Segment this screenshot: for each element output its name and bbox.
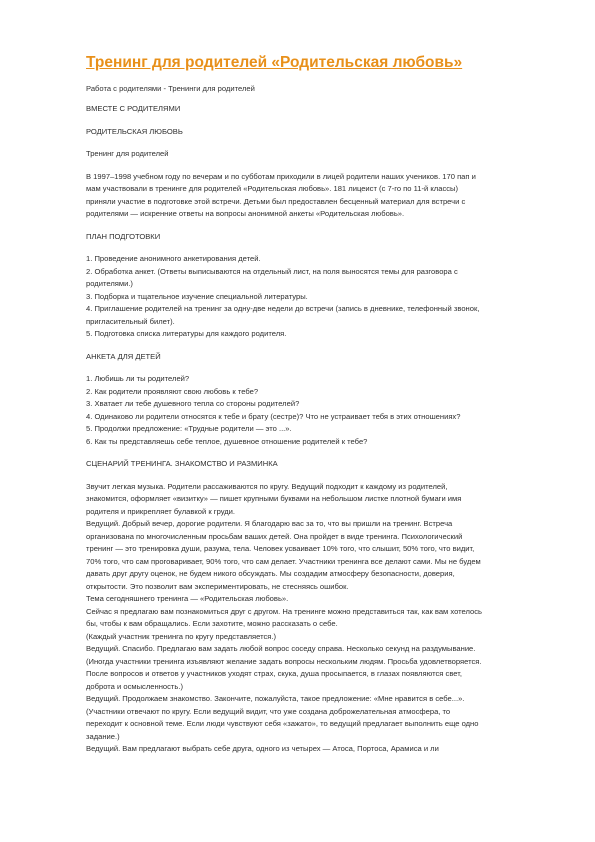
- scenario-line: 70% того, что сам проговаривает, 90% того, что сам делает. Участники тренинга все делают сами. Мы не будем: [86, 556, 481, 566]
- scenario-text: [86, 481, 526, 756]
- heading-together: ВМЕСТЕ С РОДИТЕЛЯМИ: [86, 104, 181, 113]
- plan-item: 3. Подборка и тщательное изучение специальной литературы.: [86, 291, 308, 301]
- scenario-line: После вопросов и ответов у участников уходят страх, скука, душа просыпается, в глазах появляются свет,: [86, 669, 462, 678]
- survey-item: 2. Как родители проявляют свою любовь к тебе?: [86, 386, 259, 396]
- plan-item: 4. Приглашение родителей на тренинг за одну-две недели до встречи (запись в дневнике, телефонный звонок,: [86, 304, 480, 313]
- scenario-line: Ведущий. Спасибо. Предлагаю вам задать любой вопрос соседу справа. Несколько секунд на раздумывание.: [86, 644, 476, 653]
- scenario-line: открытости. Это позволит вам экспериментировать, не стесняясь ошибок.: [86, 581, 349, 591]
- scenario-line: тренинг — это тренировка души, разума, тела. Человек усваивает 10% того, что слышит, 50% того, что видит,: [86, 544, 475, 553]
- scenario-line: Ведущий. Добрый вечер, дорогие родители. Я благодарю вас за то, что вы пришли на тренинг. Встреча: [86, 519, 453, 528]
- survey-item: 3. Хватает ли тебе душевного тепла со стороны родителей?: [86, 399, 300, 408]
- breadcrumb: Работа с родителями - Тренинги для родителей: [86, 84, 255, 93]
- heading-parental-love: РОДИТЕЛЬСКАЯ ЛЮБОВЬ: [86, 126, 183, 136]
- survey-item: 1. Любишь ли ты родителей?: [86, 374, 190, 383]
- plan-list: [86, 253, 526, 341]
- page-title-link[interactable]: Тренинг для родителей «Родительская любовь»: [86, 54, 463, 71]
- survey-item: 5. Продолжи предложение: «Трудные родители — это ...».: [86, 424, 292, 433]
- intro-line: приняли участие в подготовке этой встречи. Детьми был предоставлен бесценный материал для встречи с: [86, 196, 466, 206]
- scenario-line: организована по многочисленным просьбам ваших детей. Она пройдет в виде тренинга. Психологический: [86, 531, 463, 541]
- scenario-line: переходит к основной теме. Если люди чувствуют себя «зажато», то ведущий предлагает выполнить еще одно: [86, 719, 479, 728]
- plan-heading: ПЛАН ПОДГОТОВКИ: [86, 231, 161, 241]
- scenario-line: Ведущий. Продолжаем знакомство. Закончите, пожалуйста, такое предложение: «Мне нравится в себе...».: [86, 694, 465, 703]
- subheading-training: Тренинг для родителей: [86, 149, 169, 158]
- plan-item: родителями.): [86, 279, 133, 288]
- scenario-line: давать друг другу оценок, не будем никого обсуждать. Мы создадим атмосферу безопасности, доверия,: [86, 569, 455, 578]
- plan-item: 5. Подготовка списка литературы для каждого родителя.: [86, 329, 287, 338]
- survey-item: 4. Одинаково ли родители относятся к тебе и брату (сестре)? Что не устраивает тебя в этих отношениях?: [86, 411, 461, 421]
- plan-item: 1. Проведение анонимного анкетирования детей.: [86, 254, 261, 263]
- scenario-line: Тема сегодняшнего тренинга — «Родительская любовь».: [86, 594, 289, 603]
- survey-item: 6. Как ты представляешь себе теплое, душевное отношение родителей к тебе?: [86, 436, 368, 446]
- scenario-line: задание.): [86, 731, 120, 741]
- intro-line: мам участвовали в тренинге для родителей «Родительская любовь». 181 лицеист (с 7-го по 11-й классы): [86, 184, 459, 193]
- scenario-line: знакомится, оформляет «визитку» — пишет крупными буквами на небольшом листке плотной бумаги имя: [86, 494, 462, 503]
- plan-item: пригласительный билет).: [86, 316, 175, 326]
- scenario-line: Ведущий. Вам предлагают выбрать себе друга, одного из четырех — Атоса, Портоса, Арамиса и ли: [86, 744, 439, 753]
- scenario-line: Сейчас я предлагаю вам познакомиться друг с другом. На тренинге можно представиться так, как вам хотелось: [86, 606, 483, 616]
- survey-heading: АНКЕТА ДЛЯ ДЕТЕЙ: [86, 351, 161, 361]
- intro-paragraph: [86, 171, 526, 221]
- scenario-line: (Каждый участник тренинга по кругу представляется.): [86, 631, 277, 641]
- article-body: [86, 103, 526, 756]
- scenario-line: Звучит легкая музыка. Родители рассаживаются по кругу. Ведущий подходит к каждому из родителей,: [86, 481, 448, 491]
- scenario-heading: СЦЕНАРИЙ ТРЕНИНГА. ЗНАКОМСТВО И РАЗМИНКА: [86, 459, 278, 468]
- scenario-line: родителя и прикрепляет булавкой к груди.: [86, 506, 236, 516]
- survey-list: [86, 373, 526, 448]
- intro-line: В 1997–1998 учебном году по вечерам и по субботам приходили в лицей родители наших учеников. 170 пап и: [86, 171, 476, 181]
- scenario-line: (Иногда участники тренинга изъявляют желание задать вопросы нескольким людям. Просьба удовлетворяется.: [86, 656, 482, 666]
- scenario-line: бы, чтобы к вам обращались. Если захотите, можно рассказать о себе.: [86, 619, 338, 628]
- scenario-line: доброта и осмысленность.): [86, 681, 183, 691]
- scenario-line: (Участники отвечают по кругу. Если ведущий видит, что уже создана доброжелательная атмосфера, то: [86, 706, 451, 716]
- plan-item: 2. Обработка анкет. (Ответы выписываются на отдельный лист, на поля выносятся темы для разговора с: [86, 266, 458, 276]
- intro-line: родителями — искренние ответы на вопросы анонимной анкеты «Родительская любовь».: [86, 209, 405, 218]
